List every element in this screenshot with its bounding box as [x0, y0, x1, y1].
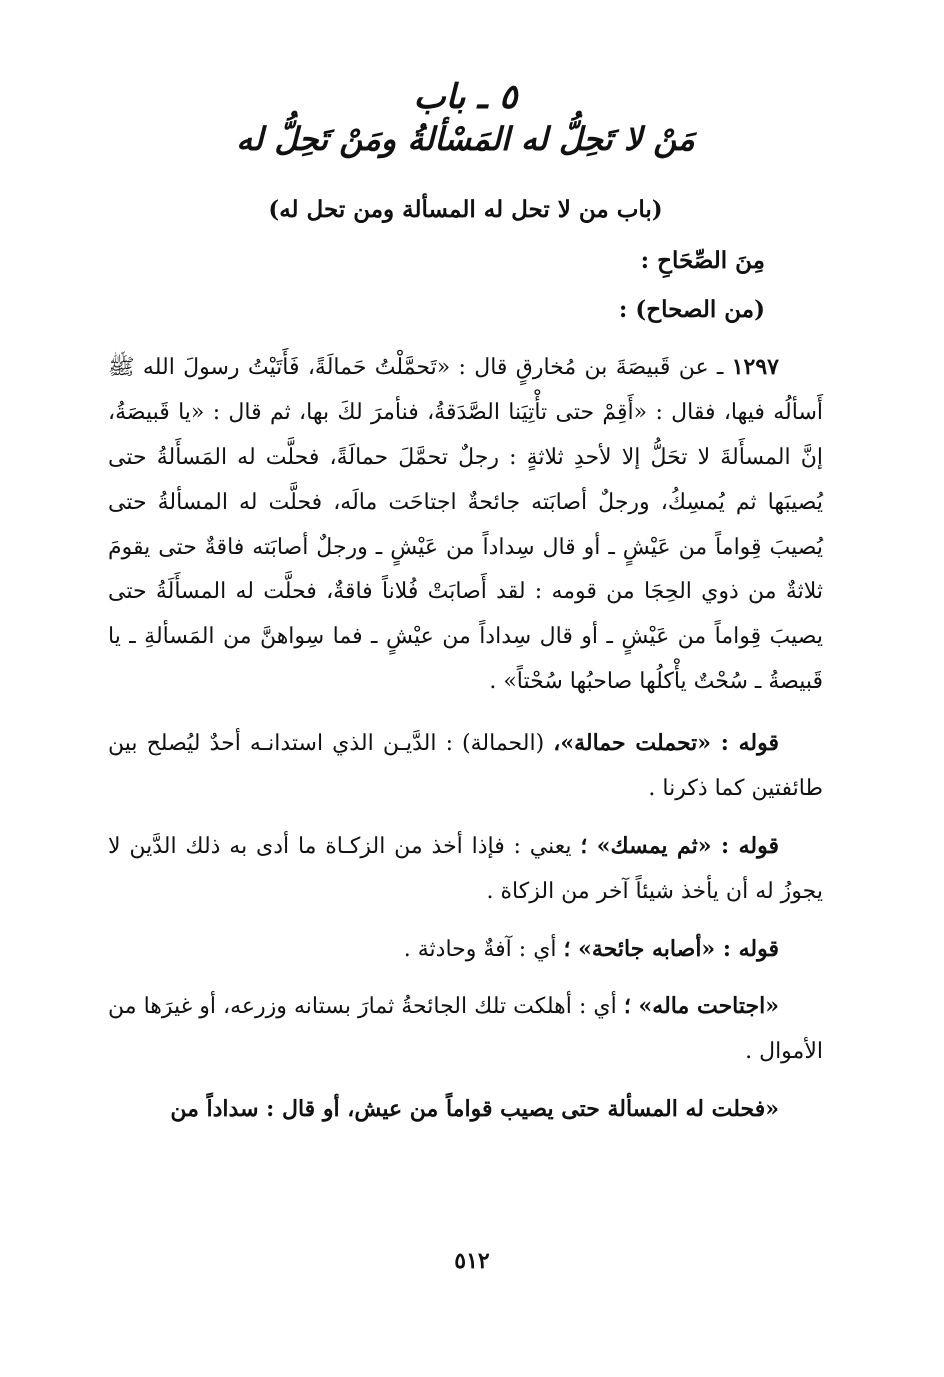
commentary-lead: قوله : «تحملت حمالة»، [553, 730, 779, 757]
chapter-number: ٥ ـ باب [413, 77, 518, 117]
commentary-lead: «اجتاحت ماله» ؛ [623, 993, 779, 1020]
commentary-lead: قوله : «ثم يمسك» ؛ [580, 832, 780, 859]
commentary-text: (الحمالة) : الدَّيـن الذي استدانـه أحدٌ ليُصلح بين طائفتين كما ذكرنا . [108, 731, 823, 801]
hadith-text: ـ عن قَبيصَةَ بن مُخارقٍ قال : «تَحمَّلْتُ حَمالَةً، فَأَتَيْتُ رسولَ الله ﷺ أَسألُه فيها، فقال : «أَقِمْ حتى تأْتِيَنا الصَّدَقةُ، فنأمرَ لكَ بها، ثم قال : «يا قَبيصَةُ، إنَّ المسأَلةَ لا تحَلُّ إلا لأحدِ ثلاثةٍ : رجلٌ تحمَّلَ حمالَةً، فحلَّت له المَسأَلةُ حتى يُصيبَها ثم يُمسِكُ، ورجلٌ أصابَته جائحةٌ اجتاحَت مالَه، فحلَّت له المسألةُ حتى يُصيبَ قِواماً من عَيْشٍ ـ أو قال سِداداً من عَيْشٍ ـ ورجلٌ أصابَته فاقةٌ حتى يقومَ ثلاثةٌ من ذوي الحِجَا من قومه : لقد أَصابَتْ فُلاناً فاقةٌ، فحلَّت له المسأَلَةُ حتى يصيبَ قِواماً من عَيْشٍ ـ أو قال سِداداً من عيْشٍ ـ فما سِواهنَّ من المَسألةِ ـ يا قَبيصةُ ـ سُحْتٌ يأْكلُها صاحبُها سُحْتاً» . [108, 355, 823, 695]
hadith-paragraph [108, 345, 823, 705]
commentary-lead: «فحلت له المسألة حتى يصيب قواماً من عيش، أو قال : سداداً من [170, 1096, 779, 1123]
hadith-number: ١٢٩٧ [731, 354, 779, 381]
commentary-paragraph [108, 927, 823, 973]
commentary-paragraph [108, 1087, 823, 1133]
document-page [108, 78, 823, 1145]
commentary-paragraph [108, 824, 823, 915]
commentary-paragraph [108, 984, 823, 1075]
page-number: ٥١٢ [454, 1248, 490, 1274]
section-heading-vocalized: مِنَ الصِّحَاحِ : [640, 247, 765, 275]
chapter-title: مَنْ لا تَحِلُّ له المَسْألةُ ومَنْ تَحِلُّ له [236, 120, 695, 159]
commentary-paragraph [108, 721, 823, 812]
commentary-lead: قوله : «أصابه جائحة» ؛ [563, 935, 779, 962]
commentary-text: أي : أهلكت تلك الجائحةُ ثمارَ بستانه وزرعه، أو غيرَها من الأموال . [108, 994, 823, 1065]
chapter-subtitle: (باب من لا تحل له المسألة ومن تحل له) [268, 195, 663, 223]
section-heading-plain: (من الصحاح) : [618, 295, 765, 323]
commentary-text: أي : آفةٌ وحادثة . [403, 936, 564, 962]
commentary-text: يعني : فإذا أخذ من الزكـاة ما أدى به ذلك الدَّين لا يجوزُ له أن يأخذ شيئاً آخر من الزكاة . [108, 833, 823, 904]
